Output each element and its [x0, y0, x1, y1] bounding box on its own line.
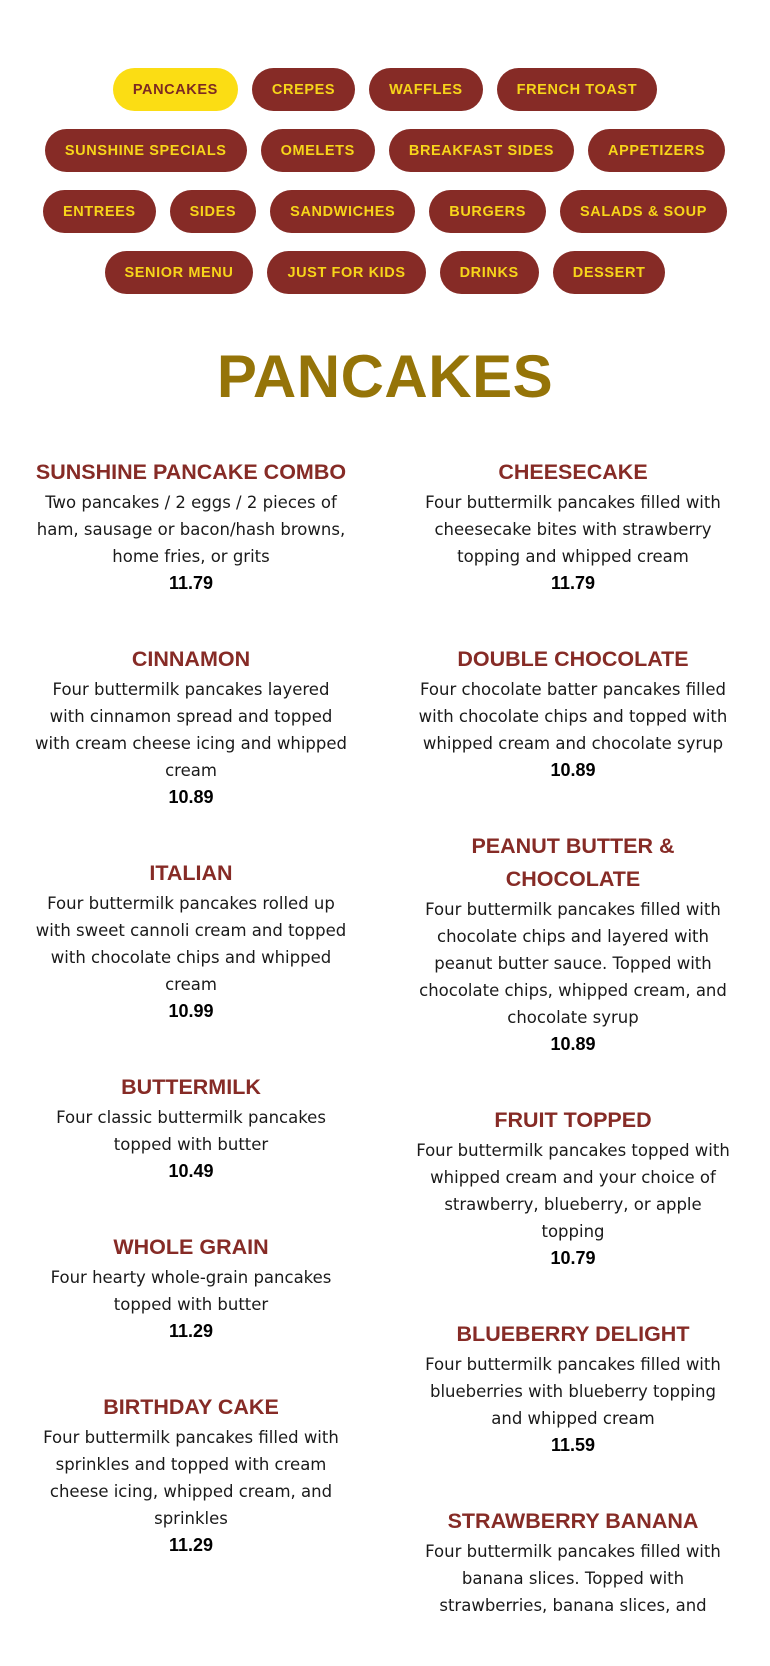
item-price: 10.89	[168, 787, 214, 807]
tab-sides[interactable]: SIDES	[170, 190, 257, 233]
item-description: Four buttermilk pancakes filled with chocolate chips and layered with peanut butter sauce. Topped with chocolate chips, whipped cream, and chocolate syrup	[419, 900, 727, 1027]
nav-row	[105, 251, 666, 294]
tab-senior-menu[interactable]: SENIOR MENU	[105, 251, 254, 294]
menu-item	[30, 643, 352, 810]
menu-item	[412, 1505, 734, 1619]
menu-item	[30, 456, 352, 596]
item-description: Two pancakes / 2 eggs / 2 pieces of ham, sausage or bacon/hash browns, home fries, or grits	[36, 493, 346, 566]
item-name: DOUBLE CHOCOLATE	[457, 647, 689, 671]
item-price: 10.99	[168, 1001, 214, 1021]
menu-item	[30, 1071, 352, 1184]
tab-french-toast[interactable]: FRENCH TOAST	[497, 68, 658, 111]
tab-crepes[interactable]: CREPES	[252, 68, 355, 111]
tab-drinks[interactable]: DRINKS	[440, 251, 539, 294]
nav-row	[113, 68, 657, 111]
item-description: Four buttermilk pancakes rolled up with sweet cannoli cream and topped with chocolate chips and whipped cream	[35, 894, 347, 994]
nav-row	[43, 190, 727, 233]
item-price: 11.79	[168, 573, 214, 593]
item-description: Four buttermilk pancakes layered with cinnamon spread and topped with cream cheese icing and whipped cream	[35, 680, 347, 780]
menu-item	[30, 1231, 352, 1344]
item-description: Four buttermilk pancakes filled with sprinkles and topped with cream cheese icing, whipped cream, and sprinkles	[43, 1428, 339, 1528]
menu-item	[30, 857, 352, 1024]
item-price: 10.79	[550, 1248, 596, 1268]
item-description: Four buttermilk pancakes filled with cheesecake bites with strawberry topping and whipped cream	[425, 493, 721, 566]
item-price: 11.29	[168, 1321, 214, 1341]
item-description: Four buttermilk pancakes topped with whipped cream and your choice of strawberry, blueberry, or apple topping	[416, 1141, 730, 1241]
item-description: Four buttermilk pancakes filled with banana slices. Topped with strawberries, banana slices, and	[425, 1542, 721, 1615]
tab-dessert[interactable]: DESSERT	[553, 251, 666, 294]
menu-item	[412, 1104, 734, 1271]
tab-burgers[interactable]: BURGERS	[429, 190, 546, 233]
tab-pancakes[interactable]: PANCAKES	[113, 68, 238, 111]
tab-just-for-kids[interactable]: JUST FOR KIDS	[267, 251, 425, 294]
item-price: 11.29	[168, 1535, 214, 1555]
tab-appetizers[interactable]: APPETIZERS	[588, 129, 725, 172]
menu-item	[412, 643, 734, 783]
item-name: WHOLE GRAIN	[113, 1235, 269, 1259]
item-price: 11.79	[550, 573, 596, 593]
tab-waffles[interactable]: WAFFLES	[369, 68, 482, 111]
tab-entrees[interactable]: ENTREES	[43, 190, 156, 233]
item-name: SUNSHINE PANCAKE COMBO	[35, 460, 347, 484]
nav-row	[45, 129, 725, 172]
item-name: ITALIAN	[149, 861, 233, 885]
item-price: 11.59	[550, 1435, 596, 1455]
item-name: BLUEBERRY DELIGHT	[456, 1322, 690, 1346]
item-name: BIRTHDAY CAKE	[103, 1395, 279, 1419]
item-name: FRUIT TOPPED	[494, 1108, 652, 1132]
item-price: 10.89	[550, 1034, 596, 1054]
item-description: Four hearty whole-grain pancakes topped with butter	[50, 1268, 332, 1314]
item-name: CINNAMON	[131, 647, 251, 671]
tab-omelets[interactable]: OMELETS	[261, 129, 375, 172]
item-price: 10.89	[550, 760, 596, 780]
item-price: 10.49	[168, 1161, 214, 1181]
item-name: PEANUT BUTTER & CHOCOLATE	[471, 834, 675, 891]
menu-item	[412, 1318, 734, 1458]
tab-breakfast-sides[interactable]: BREAKFAST SIDES	[389, 129, 574, 172]
menu-item	[412, 456, 734, 596]
item-name: BUTTERMILK	[121, 1075, 261, 1099]
item-description: Four buttermilk pancakes filled with blueberries with blueberry topping and whipped cream	[425, 1355, 721, 1428]
menu-column-left	[30, 456, 352, 1605]
section-title: PANCAKES	[216, 343, 554, 410]
item-name: CHEESECAKE	[498, 460, 648, 484]
menu-item	[412, 830, 734, 1057]
tab-sandwiches[interactable]: SANDWICHES	[270, 190, 415, 233]
item-description: Four chocolate batter pancakes filled with chocolate chips and topped with whipped cream and chocolate syrup	[418, 680, 728, 753]
item-name: STRAWBERRY BANANA	[447, 1509, 699, 1533]
menu-column-right	[412, 456, 734, 1666]
menu-item	[30, 1391, 352, 1558]
tab-salads-soup[interactable]: SALADS & SOUP	[560, 190, 727, 233]
item-description: Four classic buttermilk pancakes topped with butter	[56, 1108, 326, 1154]
tab-sunshine-specials[interactable]: SUNSHINE SPECIALS	[45, 129, 247, 172]
menu-category-nav	[0, 0, 770, 312]
